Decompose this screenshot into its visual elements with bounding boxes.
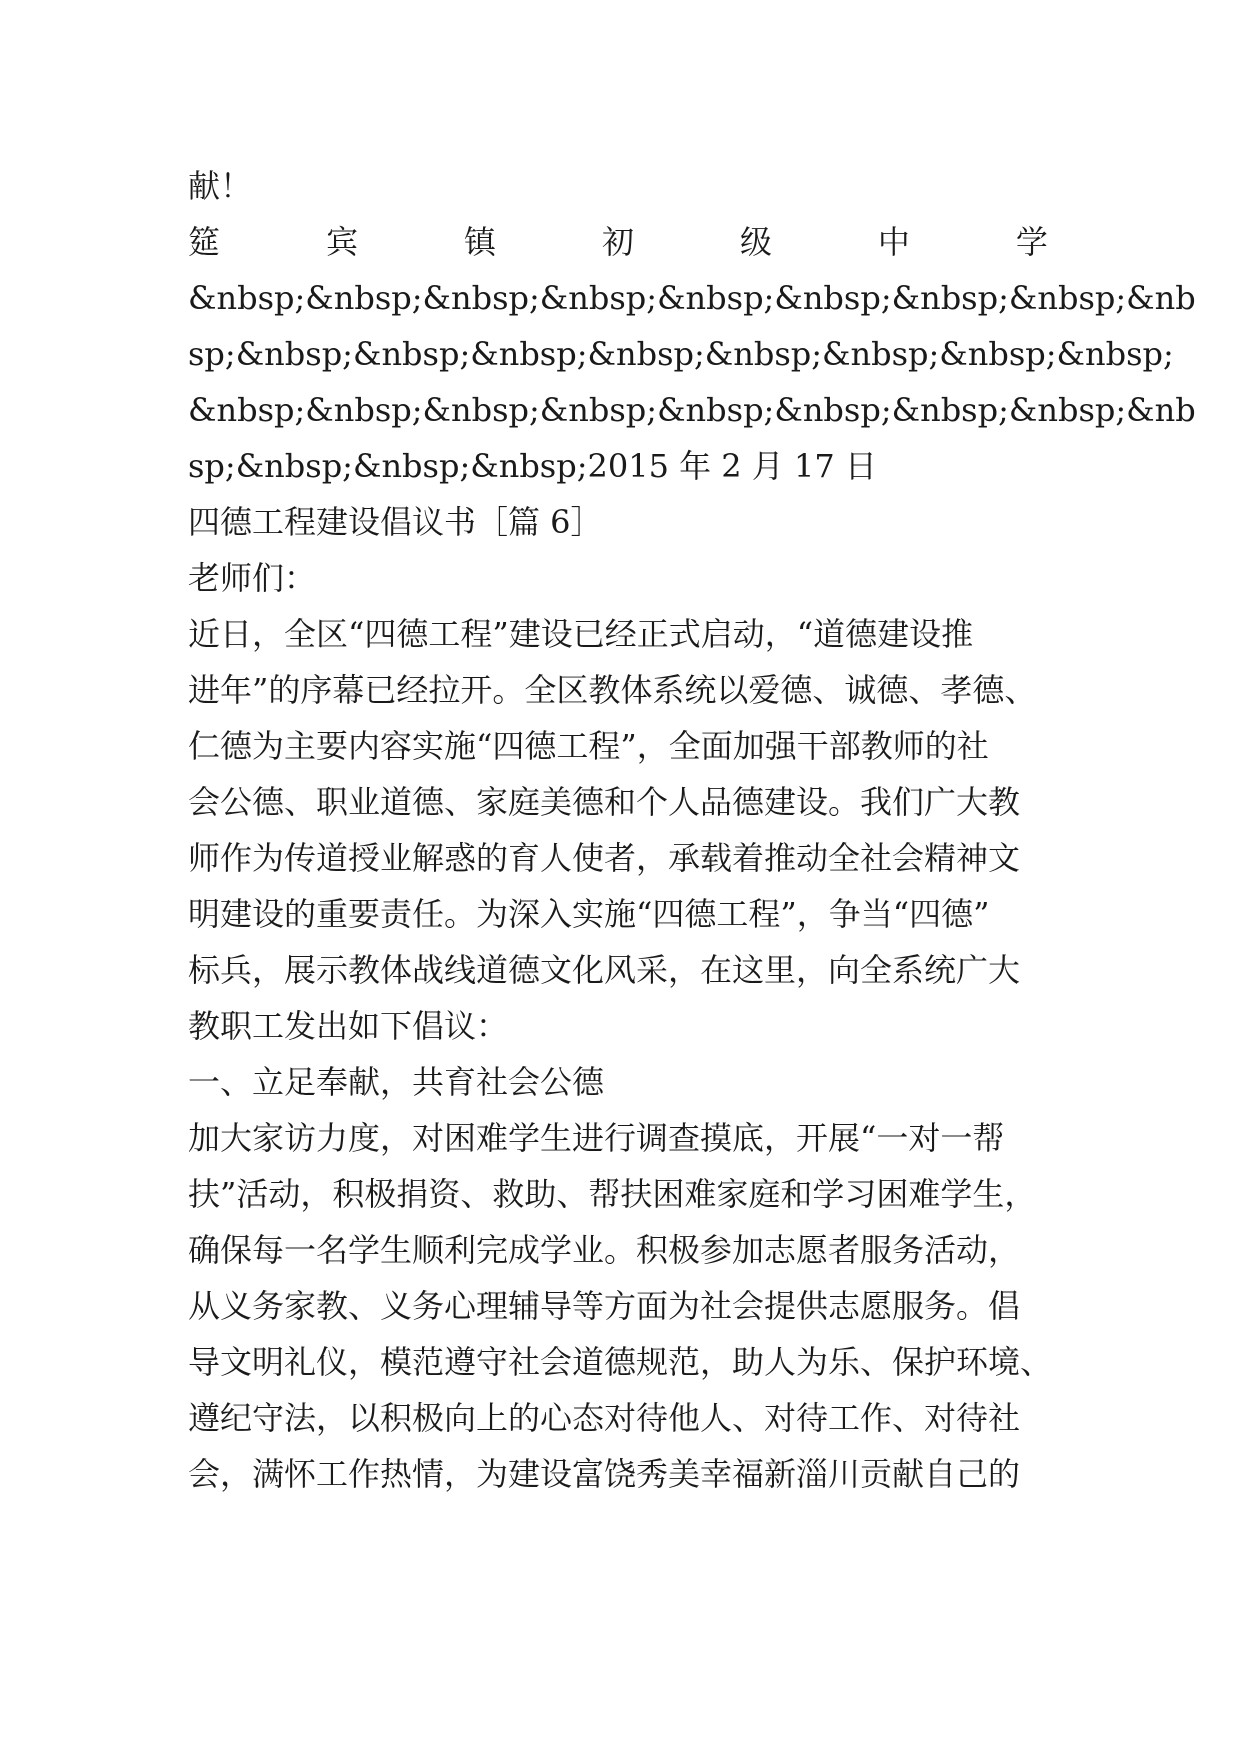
signature-date-line: sp;&nbsp;&nbsp;&nbsp;2015 年 2 月 17 日: [188, 447, 877, 485]
signature-char: 级: [739, 223, 772, 261]
text-line: sp;&nbsp;&nbsp;&nbsp;&nbsp;&nbsp;&nbsp;&nbsp;&nbsp;: [188, 335, 1174, 373]
text-line: 献！: [188, 167, 253, 205]
signature-char: 中: [877, 223, 910, 261]
text-line: 教职工发出如下倡议：: [188, 1007, 509, 1045]
text-line: 仁德为主要内容实施“四德工程”，全面加强干部教师的社: [188, 727, 989, 765]
text-line: 近日，全区“四德工程”建设已经正式启动，“道德建设推: [188, 615, 974, 653]
signature-char: 学: [1015, 223, 1048, 261]
text-line: 进年”的序幕已经拉开。全区教体系统以爱德、诚德、孝德、: [188, 671, 1037, 709]
text-line: 师作为传道授业解惑的育人使者，承载着推动全社会精神文: [188, 839, 1021, 877]
text-line: 标兵，展示教体战线道德文化风采，在这里，向全系统广大: [188, 951, 1021, 989]
signature-char: 镇: [463, 223, 496, 261]
text-line: 会公德、职业道德、家庭美德和个人品德建设。我们广大教: [188, 783, 1021, 821]
subsection-heading: 一、立足奉献，共育社会公德: [188, 1063, 605, 1101]
signature-char: 初: [601, 223, 634, 261]
text-line: 加大家访力度，对困难学生进行调查摸底，开展“一对一帮: [188, 1119, 1005, 1157]
text-line: 确保每一名学生顺利完成学业。积极参加志愿者服务活动，: [188, 1231, 1021, 1269]
text-line: &nbsp;&nbsp;&nbsp;&nbsp;&nbsp;&nbsp;&nbsp;&nbsp;&nb: [188, 279, 1196, 317]
signature-char: 筵: [188, 223, 221, 261]
text-line: &nbsp;&nbsp;&nbsp;&nbsp;&nbsp;&nbsp;&nbsp;&nbsp;&nb: [188, 391, 1196, 429]
salutation: 老师们：: [188, 559, 317, 597]
signature-char: 宾: [325, 223, 358, 261]
text-line: 从义务家教、义务心理辅导等方面为社会提供志愿服务。倡: [188, 1287, 1021, 1325]
signature-school-name: [188, 222, 1048, 262]
text-line: 明建设的重要责任。为深入实施“四德工程”，争当“四德”: [188, 895, 990, 933]
text-line: 导文明礼仪，模范遵守社会道德规范，助人为乐、保护环境、: [188, 1343, 1053, 1381]
section-title: 四德工程建设倡议书［篇 6］: [188, 503, 603, 541]
text-line: 遵纪守法，以积极向上的心态对待他人、对待工作、对待社: [188, 1399, 1021, 1437]
text-line: 扶”活动，积极捐资、救助、帮扶困难家庭和学习困难学生，: [188, 1175, 1037, 1213]
text-line: 会，满怀工作热情，为建设富饶秀美幸福新淄川贡献自己的: [188, 1455, 1021, 1493]
